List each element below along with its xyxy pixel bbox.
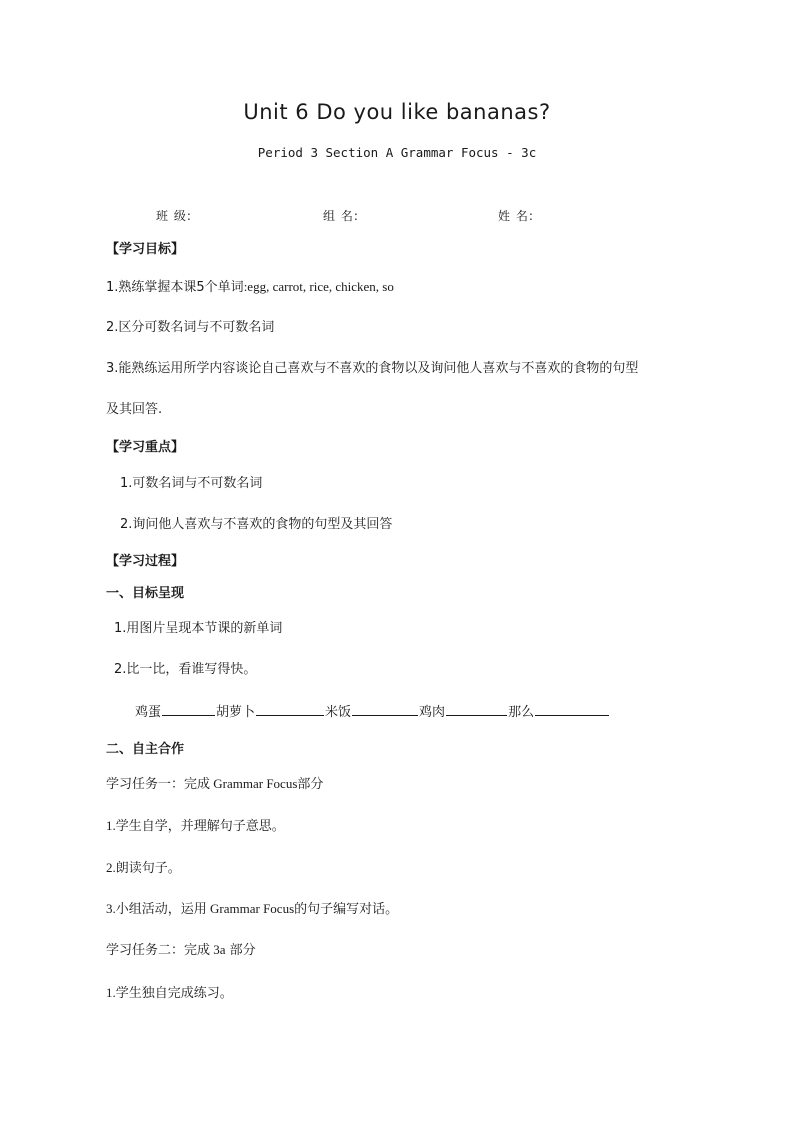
vocab-label-egg: 鸡蛋 (135, 705, 162, 720)
document-title: Unit 6 Do you like bananas? (243, 100, 551, 124)
vocab-label-chicken: 鸡肉 (419, 705, 446, 720)
task-1-step-1-num: 1. (106, 818, 116, 833)
task-1-label-suffix: 部分 (297, 777, 324, 792)
task-1-step-3-prefix: 小组活动，运用 (115, 902, 207, 917)
class-label: 班 级: (156, 209, 192, 223)
focus-item-1: 1.可数名词与不可数名词 (120, 476, 263, 491)
goals-item-1-text: 1.熟练掌握本课5个单词 (106, 280, 244, 295)
document-subtitle: Period 3 Section A Grammar Focus - 3c (257, 145, 537, 160)
task-2-label (106, 939, 256, 958)
name-label: 姓 名: (498, 209, 534, 223)
goals-item-1-words: :egg, carrot, rice, chicken, so (243, 279, 394, 294)
task-1-step-2-text: 朗读句子。 (115, 861, 181, 876)
task-1-step-2-num: 2. (106, 860, 116, 875)
vocab-blank-carrot[interactable] (256, 702, 324, 716)
section-1-item-2: 2.比一比，看谁写得快。 (114, 662, 257, 677)
vocab-blank-chicken[interactable] (446, 702, 507, 716)
task-1-step-1 (106, 815, 285, 834)
goals-item-3-line-2: 及其回答. (106, 402, 163, 417)
goals-heading: 【学习目标】 (106, 242, 185, 257)
goals-item-2: 2.区分可数名词与不可数名词 (106, 320, 275, 335)
vocab-blank-so[interactable] (535, 702, 609, 716)
vocab-blank-rice[interactable] (352, 702, 418, 716)
task-1-label-en: Grammar Focus (210, 776, 298, 791)
task-2-step-1-num: 1. (106, 985, 116, 1000)
task-2-label-prefix: 学习任务二：完成 (106, 943, 211, 958)
group-label: 组 名: (323, 209, 359, 223)
task-1-label (106, 773, 323, 792)
focus-heading: 【学习重点】 (106, 440, 185, 455)
section-1-heading: 一、目标呈现 (106, 586, 185, 601)
task-2-label-en: 3a (210, 942, 226, 957)
vocab-label-rice: 米饭 (325, 705, 352, 720)
task-1-step-1-text: 学生自学，并理解句子意思。 (115, 819, 285, 834)
task-1-label-prefix: 学习任务一：完成 (106, 777, 211, 792)
task-1-step-2 (106, 857, 181, 876)
task-2-label-suffix: 部分 (225, 943, 256, 958)
task-1-step-3-suffix: 的句子编写对话。 (294, 902, 399, 917)
vocab-blank-egg[interactable] (162, 702, 215, 716)
focus-item-2: 2.询问他人喜欢与不喜欢的食物的句型及其回答 (120, 517, 393, 532)
task-2-step-1 (106, 982, 233, 1001)
vocab-label-so: 那么 (508, 705, 535, 720)
section-1-item-1: 1.用图片呈现本节课的新单词 (114, 621, 283, 636)
task-1-step-3-en: Grammar Focus (206, 901, 295, 916)
vocab-label-carrot: 胡萝卜 (216, 705, 256, 720)
task-2-step-1-text: 学生独自完成练习。 (115, 986, 233, 1001)
section-2-heading: 二、自主合作 (106, 742, 185, 757)
task-1-step-3 (106, 898, 398, 917)
task-1-step-3-num: 3. (106, 901, 116, 916)
goals-item-1 (106, 276, 394, 295)
process-heading: 【学习过程】 (106, 554, 185, 569)
vocab-blanks-row (135, 701, 610, 720)
goals-item-3-line-1: 3.能熟练运用所学内容谈论自己喜欢与不喜欢的食物以及询问他人喜欢与不喜欢的食物的句型 (106, 361, 639, 376)
